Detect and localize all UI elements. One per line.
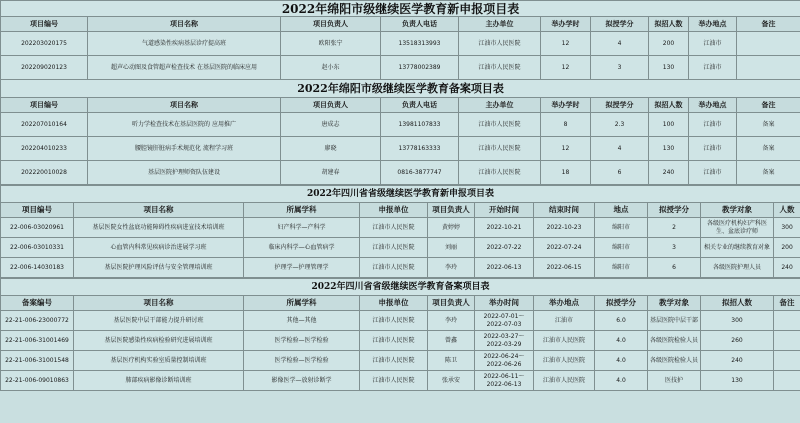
table-cell[interactable]: 备案 xyxy=(737,137,800,161)
table-cell[interactable]: 江油市人民医院 xyxy=(360,331,428,351)
table-cell[interactable]: 基层医院护理风险评估与安全管理培训班 xyxy=(74,258,244,278)
table-cell[interactable]: 22-21-006-31001548 xyxy=(1,351,74,371)
table3-body xyxy=(1,218,800,278)
table3-header-row xyxy=(1,203,800,218)
table-cell[interactable]: 3 xyxy=(591,56,649,80)
table-cell[interactable]: 6 xyxy=(648,258,701,278)
table3-header-cell: 申报单位 xyxy=(360,203,428,218)
table4-header-cell: 拟招人数 xyxy=(701,296,774,311)
table4-header-cell: 拟授学分 xyxy=(595,296,648,311)
table-cell[interactable]: 130 xyxy=(649,56,689,80)
table-cell[interactable] xyxy=(774,371,800,391)
table-cell[interactable]: 260 xyxy=(701,331,774,351)
table-row xyxy=(1,311,800,331)
table3-header-cell: 开始时间 xyxy=(475,203,534,218)
table2-body xyxy=(1,113,800,185)
table-row xyxy=(1,56,800,80)
table3-title: 2022年四川省省级继续医学教育新申报项目表 xyxy=(1,186,800,203)
province-new-table xyxy=(0,185,800,278)
table-cell[interactable]: 绵阳市 xyxy=(595,218,648,238)
table-cell[interactable]: 22-006-03020961 xyxy=(1,218,74,238)
table-cell[interactable]: 6.0 xyxy=(595,311,648,331)
table2-header-cell: 拟授学分 xyxy=(591,98,649,113)
table-cell[interactable]: 2022-10-21 xyxy=(475,218,534,238)
table2-header-row xyxy=(1,98,800,113)
table3-header-cell: 人数 xyxy=(774,203,800,218)
table3-header-cell: 结束时间 xyxy=(534,203,595,218)
table4-header-row xyxy=(1,296,800,311)
table-cell[interactable]: 腰腔镜肝脏病手术规范化 流程学习班 xyxy=(88,137,281,161)
table-cell[interactable]: 肺部疾病影像诊断培训班 xyxy=(74,371,244,391)
table-cell[interactable]: 听力学检查技术在基层医院的 应用推广 xyxy=(88,113,281,137)
table2-header-cell: 负责人电话 xyxy=(381,98,459,113)
table-cell[interactable]: 2022-06-15 xyxy=(534,258,595,278)
table1-title: 2022年绵阳市级继续医学教育新申报项目表 xyxy=(1,1,800,17)
table3-header-cell: 项目编号 xyxy=(1,203,74,218)
table-cell[interactable]: 江油市人民医院 xyxy=(534,371,595,391)
table-cell[interactable]: 李玲 xyxy=(428,311,475,331)
table-cell[interactable]: 影像医学—放射诊断学 xyxy=(244,371,360,391)
table-cell[interactable]: 江油市人民医院 xyxy=(360,371,428,391)
table3-header-cell: 拟授学分 xyxy=(648,203,701,218)
table-cell[interactable]: 8 xyxy=(541,113,591,137)
table3-header-cell: 项目名称 xyxy=(74,203,244,218)
table-cell[interactable]: 基层医院女性盆底功能障碍性疾病进宣技术培训班 xyxy=(74,218,244,238)
table4-body xyxy=(1,311,800,391)
table-cell[interactable]: 13981107833 xyxy=(381,113,459,137)
table1-header-row xyxy=(1,17,800,32)
table-row xyxy=(1,238,800,258)
table-cell[interactable] xyxy=(737,56,800,80)
table-cell[interactable]: 基层医疗机构实验室质量控制培训班 xyxy=(74,351,244,371)
table-cell[interactable]: 2.3 xyxy=(591,113,649,137)
table-cell[interactable]: 13778002389 xyxy=(381,56,459,80)
table-row xyxy=(1,113,800,137)
table4-header-cell: 举办地点 xyxy=(534,296,595,311)
table-cell[interactable]: 黄婷婷 xyxy=(428,218,475,238)
table-row xyxy=(1,161,800,185)
table-cell[interactable]: 240 xyxy=(774,258,800,278)
table-cell[interactable]: 基层医院中层干部能力提升研讨班 xyxy=(74,311,244,331)
table-cell[interactable]: 基层医院感染性疾病检验研究进展培训班 xyxy=(74,331,244,351)
table2-header-cell: 主办单位 xyxy=(459,98,541,113)
table-cell[interactable]: 12 xyxy=(541,137,591,161)
table-cell[interactable]: 2022-07-22 xyxy=(475,238,534,258)
table-cell[interactable]: 江油市 xyxy=(689,113,737,137)
table3-header-cell: 所属学科 xyxy=(244,203,360,218)
table-cell[interactable]: 绵阳市 xyxy=(595,258,648,278)
table4-header-cell: 备案编号 xyxy=(1,296,74,311)
table-cell[interactable]: 130 xyxy=(701,371,774,391)
table2-header-cell: 项目编号 xyxy=(1,98,88,113)
province-filing-table xyxy=(0,278,800,391)
table-cell[interactable]: 2022-06-24～2022-06-26 xyxy=(475,351,534,371)
city-tables xyxy=(0,0,800,185)
table-cell[interactable]: 刘丽 xyxy=(428,238,475,258)
table-cell[interactable]: 临床内科学—心血管病学 xyxy=(244,238,360,258)
table-cell[interactable]: 200 xyxy=(649,32,689,56)
table-cell[interactable]: 2022-07-24 xyxy=(534,238,595,258)
table4-title: 2022年四川省省级继续医学教育备案项目表 xyxy=(1,279,800,296)
table-cell[interactable]: 100 xyxy=(649,113,689,137)
table-cell[interactable]: 18 xyxy=(541,161,591,185)
table-cell[interactable]: 4 xyxy=(591,137,649,161)
table-cell[interactable]: 300 xyxy=(701,311,774,331)
table-row xyxy=(1,32,800,56)
table-cell[interactable]: 其他—其他 xyxy=(244,311,360,331)
table4-header-cell: 教学对象 xyxy=(648,296,701,311)
table2-title: 2022年绵阳市级继续医学教育备案项目表 xyxy=(1,80,800,98)
table4-header-cell: 备注 xyxy=(774,296,800,311)
table2-header-cell: 备注 xyxy=(737,98,800,113)
table3-header-cell: 项目负责人 xyxy=(428,203,475,218)
table-cell[interactable]: 欧阳张宁 xyxy=(281,32,381,56)
table-cell[interactable]: 江油市 xyxy=(689,56,737,80)
table-cell[interactable]: 江油市人民医院 xyxy=(360,258,428,278)
table-cell[interactable]: 2022-06-11～2022-06-13 xyxy=(475,371,534,391)
table-cell[interactable] xyxy=(774,331,800,351)
table-cell[interactable]: 江油市人民医院 xyxy=(360,238,428,258)
table-cell[interactable]: 基层医院中层干部 xyxy=(648,311,701,331)
table3-header-cell: 地点 xyxy=(595,203,648,218)
table-cell[interactable]: 300 xyxy=(774,218,800,238)
table-cell[interactable]: 赵小东 xyxy=(281,56,381,80)
table-cell[interactable]: 22-21-006-23000772 xyxy=(1,311,74,331)
table-cell[interactable]: 绵阳市 xyxy=(595,238,648,258)
table-cell[interactable]: 气道感染性疾病基层诊疗提高班 xyxy=(88,32,281,56)
table-cell[interactable]: 2 xyxy=(648,218,701,238)
table4-header-cell: 所属学科 xyxy=(244,296,360,311)
table2-header-cell: 项目名称 xyxy=(88,98,281,113)
table1-header-cell: 拟招人数 xyxy=(649,17,689,32)
table-cell[interactable]: 6 xyxy=(591,161,649,185)
table4-header-cell: 申报单位 xyxy=(360,296,428,311)
table-cell[interactable]: 202204010233 xyxy=(1,137,88,161)
table2-header-cell: 项目负责人 xyxy=(281,98,381,113)
table1-header-cell: 主办单位 xyxy=(459,17,541,32)
table-cell[interactable]: 0816-3877747 xyxy=(381,161,459,185)
table-cell[interactable]: 江油市人民医院 xyxy=(459,32,541,56)
table-cell[interactable]: 22-006-03010331 xyxy=(1,238,74,258)
table1-header-cell: 拟授学分 xyxy=(591,17,649,32)
table-cell[interactable]: 江油市 xyxy=(689,161,737,185)
table-cell[interactable]: 唐成志 xyxy=(281,113,381,137)
table-cell[interactable]: 202220010028 xyxy=(1,161,88,185)
table-cell[interactable]: 张承安 xyxy=(428,371,475,391)
table-cell[interactable]: 22-21-006-09010863 xyxy=(1,371,74,391)
table-cell[interactable]: 2022-06-13 xyxy=(475,258,534,278)
table-cell[interactable]: 基层医院护理师资队伍建设 xyxy=(88,161,281,185)
table1-header-cell: 备注 xyxy=(737,17,800,32)
table-row xyxy=(1,331,800,351)
table2-header-cell: 举办地点 xyxy=(689,98,737,113)
table4-header-cell: 举办时间 xyxy=(475,296,534,311)
table-cell[interactable]: 130 xyxy=(649,137,689,161)
table-row xyxy=(1,258,800,278)
table-cell[interactable]: 相关专业的继续教育对象 xyxy=(701,238,774,258)
table-cell[interactable]: 13778163333 xyxy=(381,137,459,161)
table1-header-cell: 项目负责人 xyxy=(281,17,381,32)
table-cell[interactable]: 江油市人民医院 xyxy=(459,56,541,80)
table-cell[interactable]: 2022-10-23 xyxy=(534,218,595,238)
table1-header-cell: 项目名称 xyxy=(88,17,281,32)
table-cell[interactable]: 4.0 xyxy=(595,351,648,371)
table2-header-cell: 拟招人数 xyxy=(649,98,689,113)
table-cell[interactable] xyxy=(774,311,800,331)
table-cell[interactable]: 各级医疗机构妇产科医生、盆底诊疗师 xyxy=(701,218,774,238)
table-cell[interactable]: 江油市 xyxy=(534,311,595,331)
table-cell[interactable]: 各级医院护理人员 xyxy=(701,258,774,278)
table-cell[interactable]: 妇产科学—产科学 xyxy=(244,218,360,238)
table-cell[interactable]: 江油市人民医院 xyxy=(360,351,428,371)
table-row xyxy=(1,351,800,371)
table-cell[interactable]: 陈卫 xyxy=(428,351,475,371)
table1-header-cell: 负责人电话 xyxy=(381,17,459,32)
table-cell[interactable]: 22-21-006-31001469 xyxy=(1,331,74,351)
table-cell[interactable]: 江油市人民医院 xyxy=(459,113,541,137)
table-cell[interactable]: 各级医院检验人员 xyxy=(648,331,701,351)
table-cell[interactable]: 202209020123 xyxy=(1,56,88,80)
table-cell[interactable]: 202203020175 xyxy=(1,32,88,56)
table-cell[interactable]: 李玲 xyxy=(428,258,475,278)
table-cell[interactable]: 240 xyxy=(701,351,774,371)
table-cell[interactable]: 江油市人民医院 xyxy=(459,137,541,161)
table-cell[interactable]: 医学检验—医学检验 xyxy=(244,351,360,371)
table-cell[interactable]: 4.0 xyxy=(595,371,648,391)
table-cell[interactable]: 12 xyxy=(541,32,591,56)
table2-header-cell: 举办学时 xyxy=(541,98,591,113)
table-cell[interactable]: 医技护 xyxy=(648,371,701,391)
table-cell[interactable]: 江油市人民医院 xyxy=(534,351,595,371)
table-cell[interactable]: 江油市人民医院 xyxy=(534,331,595,351)
table-cell[interactable]: 13518313993 xyxy=(381,32,459,56)
table-row xyxy=(1,371,800,391)
table-cell[interactable]: 240 xyxy=(649,161,689,185)
table-cell[interactable]: 22-006-14030183 xyxy=(1,258,74,278)
table-cell[interactable]: 江油市人民医院 xyxy=(459,161,541,185)
table-cell[interactable]: 护理学—护理管理学 xyxy=(244,258,360,278)
table-cell[interactable]: 超声心动图及食管超声检查技术 在基层医院的临床应用 xyxy=(88,56,281,80)
table-cell[interactable]: 廖晓 xyxy=(281,137,381,161)
table-cell[interactable]: 2022-03-27～2022-03-29 xyxy=(475,331,534,351)
table-cell[interactable]: 202207010164 xyxy=(1,113,88,137)
table-cell[interactable]: 医学检验—医学检验 xyxy=(244,331,360,351)
table-cell[interactable]: 200 xyxy=(774,238,800,258)
table-cell[interactable] xyxy=(774,351,800,371)
table-cell[interactable]: 备案 xyxy=(737,161,800,185)
table-cell[interactable]: 2022-07-01～2022-07-03 xyxy=(475,311,534,331)
table-cell[interactable] xyxy=(737,32,800,56)
table4-header-cell: 项目名称 xyxy=(74,296,244,311)
table-cell[interactable]: 各级医院检验人员 xyxy=(648,351,701,371)
table-cell[interactable]: 江油市人民医院 xyxy=(360,311,428,331)
table-cell[interactable]: 江油市 xyxy=(689,32,737,56)
table-cell[interactable]: 备案 xyxy=(737,113,800,137)
table-row xyxy=(1,218,800,238)
table-cell[interactable]: 江油市 xyxy=(689,137,737,161)
table1-header-cell: 项目编号 xyxy=(1,17,88,32)
table-cell[interactable]: 心血管内科常见疾病诊治进展学习班 xyxy=(74,238,244,258)
table-cell[interactable]: 4.0 xyxy=(595,331,648,351)
table1-header-cell: 举办学时 xyxy=(541,17,591,32)
table-cell[interactable]: 曾鑫 xyxy=(428,331,475,351)
table1-body xyxy=(1,32,800,80)
table4-header-cell: 项目负责人 xyxy=(428,296,475,311)
table-cell[interactable]: 4 xyxy=(591,32,649,56)
table-row xyxy=(1,137,800,161)
table-cell[interactable]: 3 xyxy=(648,238,701,258)
table3-header-cell: 教学对象 xyxy=(701,203,774,218)
table1-header-cell: 举办地点 xyxy=(689,17,737,32)
table-cell[interactable]: 12 xyxy=(541,56,591,80)
table-cell[interactable]: 胡建春 xyxy=(281,161,381,185)
table-cell[interactable]: 江油市人民医院 xyxy=(360,218,428,238)
